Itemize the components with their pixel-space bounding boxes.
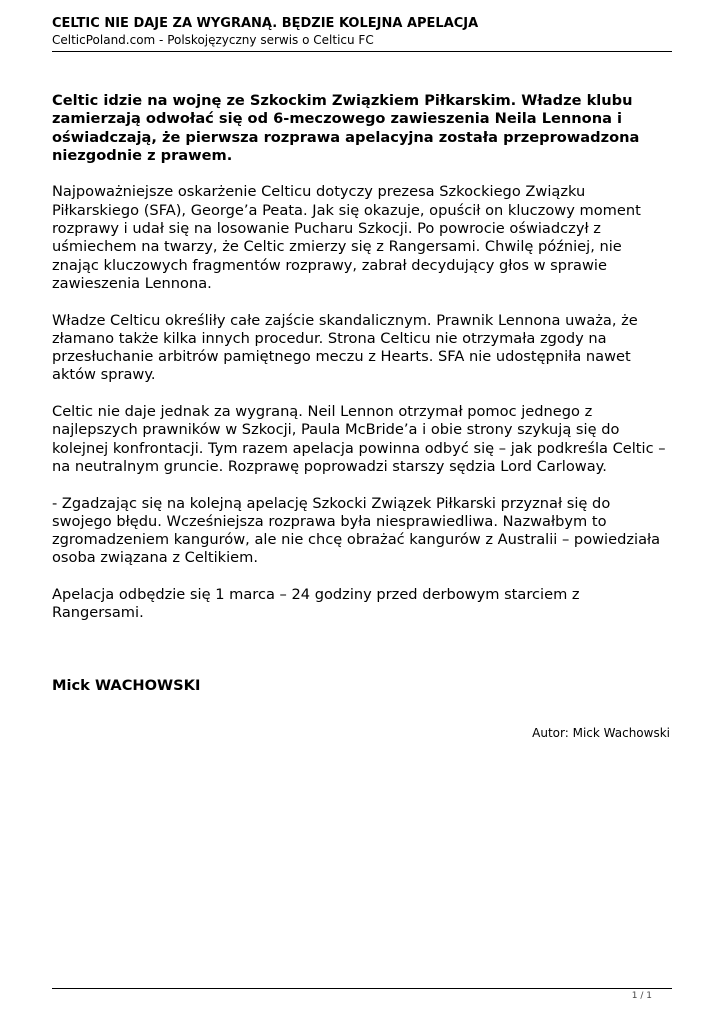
article-paragraph: Apelacja odbędzie się 1 marca – 24 godziny przed derbowym starciem z Rangersami.	[52, 586, 580, 622]
footer-divider	[52, 988, 672, 989]
article-signature: Mick WACHOWSKI	[52, 677, 201, 694]
article-paragraph: Władze Celticu określiły całe zajście skandalicznym. Prawnik Lennona uważa, że złamano także kilka innych procedur. Strona Celticu nie otrzymała zgody na przesłuchanie arbitrów pamiętnego meczu z Hearts. SFA nie udostępniła nawet aktów sprawy.	[52, 311, 638, 384]
header-divider	[52, 51, 672, 52]
document-title: CELTIC NIE DAJE ZA WYGRANĄ. BĘDZIE KOLEJNA APELACJA	[52, 16, 479, 31]
page-number: 1 / 1	[631, 991, 652, 1001]
site-subtitle: CelticPoland.com - Polskojęzyczny serwis o Celticu FC	[52, 33, 374, 47]
article-paragraph: - Zgadzając się na kolejną apelację Szkocki Związek Piłkarski przyznał się do swojego błędu. Wcześniejsza rozprawa była niesprawiedliwa. Nazwałbym to zgromadzeniem kangurów, ale nie chcę obrażać kangurów z Australii – powiedziała osoba związana z Celtikiem.	[52, 494, 661, 567]
article-paragraph: Celtic nie daje jednak za wygraną. Neil Lennon otrzymał pomoc jednego z najlepszych prawników w Szkocji, Paula McBride’a i obie strony szykują się do kolejnej konfrontacji. Tym razem apelacja powinna odbyć się – jak podkreśla Celtic – na neutralnym gruncie. Rozprawę poprowadzi starszy sędzia Lord Carloway.	[52, 403, 666, 475]
article-paragraph: Najpoważniejsze oskarżenie Celticu dotyczy prezesa Szkockiego Związku Piłkarskiego (SFA), George’a Peata. Jak się okazuje, opuścił on kluczowy moment rozprawy i udał się na losowanie Pucharu Szkocji. Po powrocie oświadczył z uśmiechem na twarzy, że Celtic zmierzy się z Rangersami. Chwilę później, nie znając kluczowych fragmentów rozprawy, zabrał decydujący głos w sprawie zawieszenia Lennona.	[52, 183, 641, 292]
author-credit: Autor: Mick Wachowski	[532, 726, 670, 740]
document-header	[52, 15, 672, 48]
article-body	[52, 92, 672, 623]
article-lead: Celtic idzie na wojnę ze Szkockim Związkiem Piłkarskim. Władze klubu zamierzają odwołać się od 6-meczowego zawieszenia Neila Lennona i oświadczają, że pierwsza rozprawa apelacyjna została przeprowadzona niezgodnie z prawem.	[52, 92, 640, 164]
